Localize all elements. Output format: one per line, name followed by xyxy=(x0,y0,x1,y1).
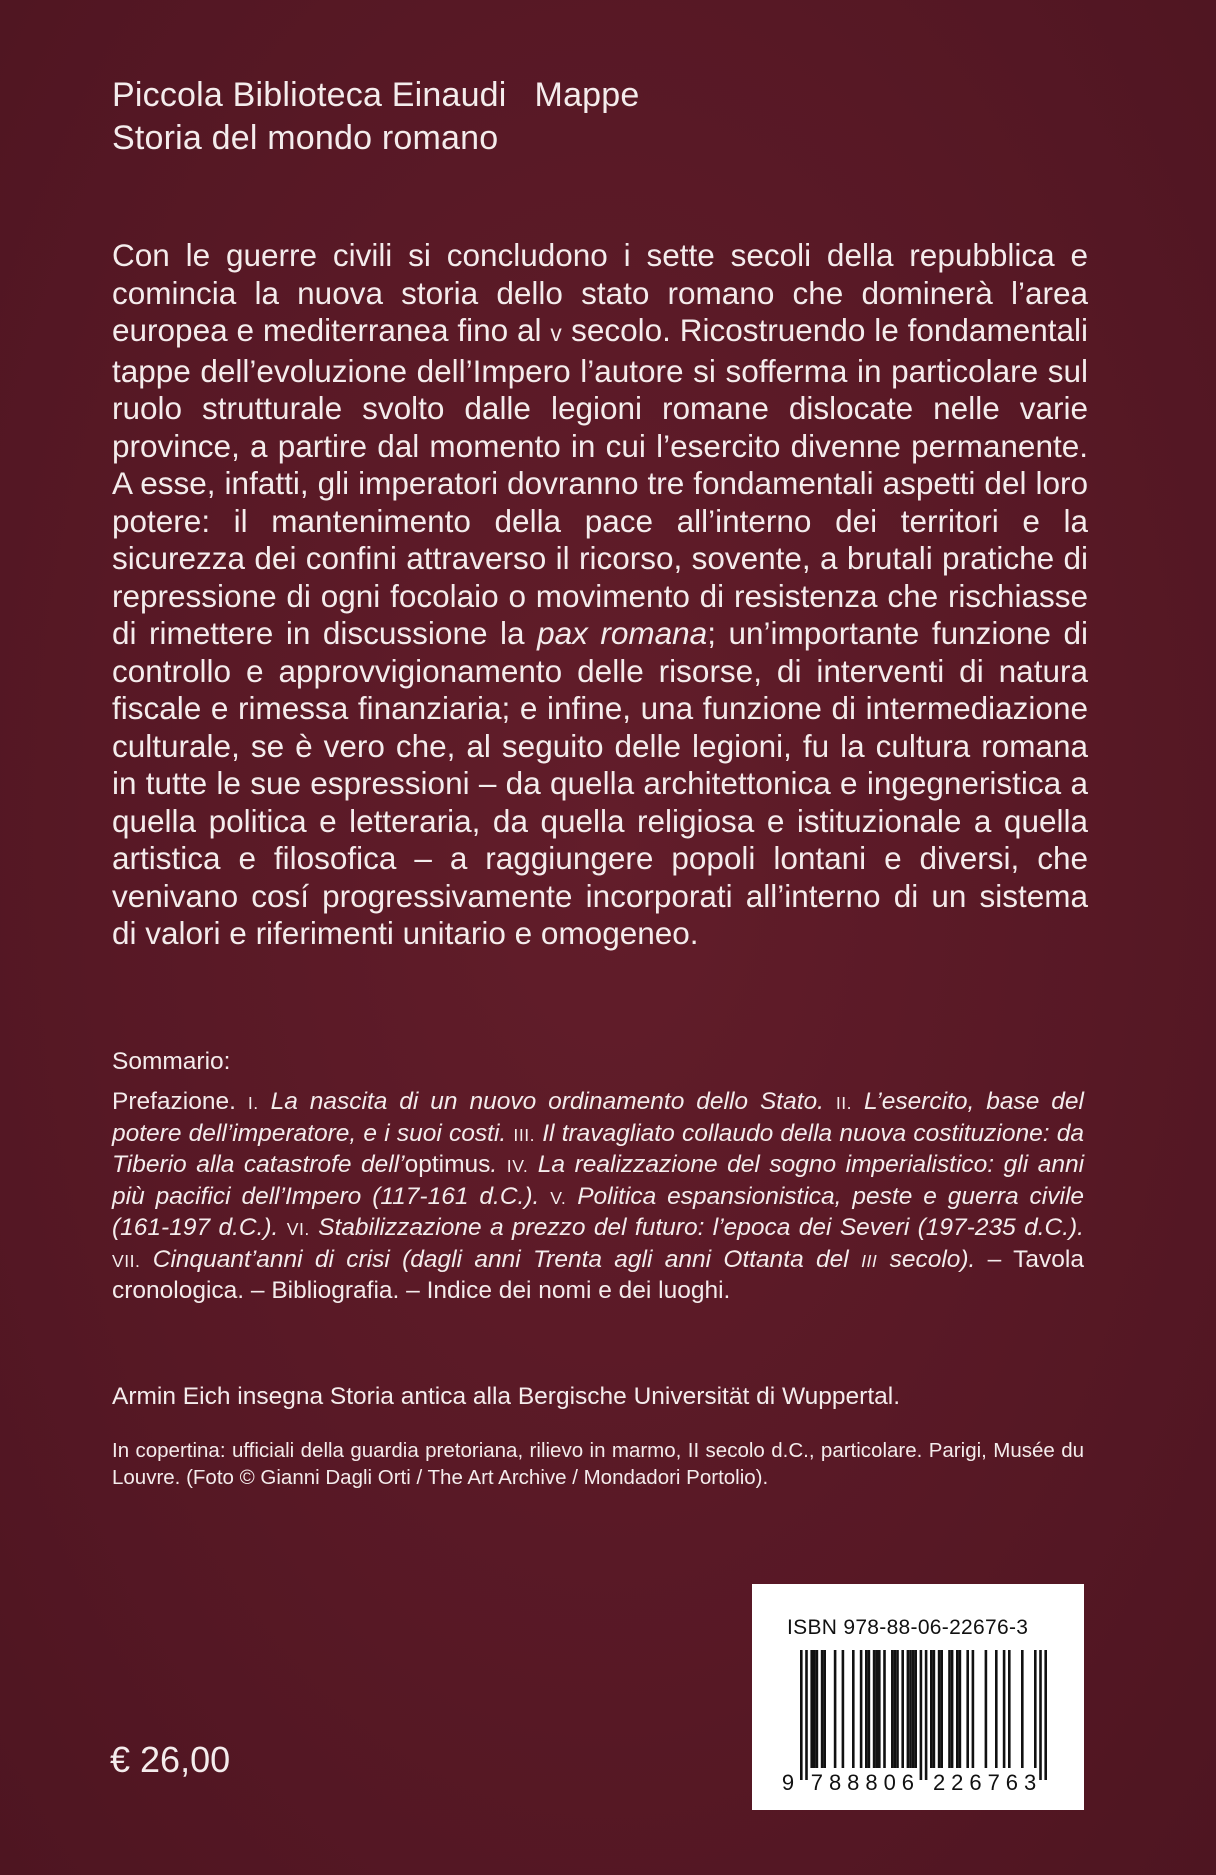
toc-heading: Sommario: xyxy=(112,1048,231,1075)
barcode-digit: 8 xyxy=(847,1770,860,1795)
chapter-title: Politica espansionistica, peste e guerra civile (161-197 d.C.). xyxy=(112,1182,1085,1241)
barcode-bar xyxy=(878,1650,881,1768)
barcode-bar xyxy=(1034,1650,1037,1768)
author-note: Armin Eich insegna Storia antica alla Bergische Universität di Wuppertal. xyxy=(112,1383,901,1410)
barcode-digit: 0 xyxy=(883,1770,896,1795)
barcode-digit: 7 xyxy=(810,1770,824,1795)
isbn-barcode-box xyxy=(752,1584,1084,1810)
barcode-bar xyxy=(966,1650,969,1768)
barcode-digit: 8 xyxy=(865,1770,878,1795)
barcode-digit: 2 xyxy=(951,1770,964,1795)
chapter-title: Il travagliato collaudo della nuova costituzione: da Tiberio alla catastrofe dell’ xyxy=(112,1119,1084,1178)
barcode-bar xyxy=(868,1650,871,1768)
price: € 26,00 xyxy=(110,1739,231,1780)
barcode-bar xyxy=(914,1650,917,1768)
series-line xyxy=(112,74,640,117)
barcode-bar xyxy=(821,1650,824,1768)
series-header xyxy=(112,74,640,160)
barcode-bar xyxy=(909,1650,912,1768)
barcode-digit: 8 xyxy=(828,1770,842,1795)
barcode-bar xyxy=(1039,1650,1042,1780)
cover-credit: In copertina: ufficiali della guardia pretoriana, rilievo in marmo, II secolo d.C., particolare. Parigi, Musée du Louvre. (Foto © Gianni Dagli Orti / The Art Archive / Mondadori Portolio). xyxy=(112,1439,1084,1489)
barcode-bar xyxy=(907,1650,910,1768)
barcode-bar xyxy=(810,1650,813,1768)
barcode-bar xyxy=(813,1650,816,1768)
chapter-title: Cinquant’anni di crisi (dagli anni Trenta agli anni Ottanta del xyxy=(152,1245,862,1273)
barcode-bar xyxy=(852,1650,855,1768)
barcode-digit: 6 xyxy=(969,1770,982,1795)
barcode-bar xyxy=(896,1650,899,1768)
barcode-digit: 2 xyxy=(932,1770,946,1795)
barcode-digit: 6 xyxy=(901,1770,915,1795)
table-of-contents: Prefazione. I. La nascita di un nuovo ordinamento dello Stato. II. L’esercito, base del potere dell’imperatore, e i suoi costi. III. Il travagliato collaudo della nuova costituzione: da Tiberio alla catastrofe dell’optimus. IV. La realizzazione del sogno imperialistico: gli anni più pacifici dell’Impero (117-161 d.C.). V. Politica espansionistica, peste e guerra civile (161-197 d.C.). VI. Stabilizzazione a prezzo del futuro: l’epoca dei Severi (197-235 d.C.). VII. Cinquant’anni di crisi (dagli anni Trenta agli anni Ottanta del III secolo). – Tavola cronologica. – Bibliografia. – Indice dei nomi e dei luoghi. xyxy=(112,1088,1085,1304)
barcode-bar xyxy=(875,1650,878,1768)
barcode-bar xyxy=(995,1650,998,1768)
barcode-bar xyxy=(894,1650,897,1768)
barcode-bar xyxy=(930,1650,933,1768)
chapter-title: La realizzazione del sogno imperialistico: gli anni più pacifici dell’Impero (117-161 d.C.). xyxy=(112,1151,1085,1210)
blurb xyxy=(112,237,1088,953)
barcode-bar xyxy=(933,1650,936,1768)
barcode-bar xyxy=(956,1650,959,1768)
barcode-bar xyxy=(938,1650,941,1768)
barcode-digit: 7 xyxy=(987,1770,1000,1795)
barcode-bar xyxy=(805,1650,808,1780)
barcode-bar xyxy=(1021,1650,1024,1768)
barcode-bar xyxy=(816,1650,819,1768)
barcode-bar xyxy=(948,1650,951,1768)
sub-collection-name: Mappe xyxy=(534,76,640,114)
barcode-bar xyxy=(823,1650,826,1768)
barcode-bar xyxy=(860,1650,863,1768)
chapter-title: Stabilizzazione a prezzo del futuro: l’epoca dei Severi (197-235 d.C.). xyxy=(318,1214,1084,1241)
barcode-graphic xyxy=(776,1648,1066,1798)
century-numeral: v xyxy=(550,320,563,346)
pax-romana: pax romana xyxy=(537,615,708,651)
barcode-bar xyxy=(891,1650,894,1768)
barcode-bar xyxy=(912,1650,915,1768)
barcode-bar xyxy=(800,1650,803,1780)
toc-tail: – Tavola cronologica. – Bibliografia. – Indice dei nomi e dei luoghi. xyxy=(112,1245,1084,1304)
isbn-label: ISBN 978-88-06-22676-3 xyxy=(787,1616,1029,1639)
barcode-bar xyxy=(920,1650,923,1780)
barcode-bar xyxy=(901,1650,904,1768)
barcode-bar xyxy=(940,1650,943,1768)
barcode-bar xyxy=(883,1650,886,1768)
barcode-bar xyxy=(865,1650,868,1768)
chapter-title: L’esercito, base del potere dell’imperatore, e i suoi costi. xyxy=(112,1088,1084,1147)
barcode-bar xyxy=(834,1650,837,1768)
collection-name: Piccola Biblioteca Einaudi xyxy=(112,76,507,114)
barcode-bar xyxy=(1003,1650,1006,1768)
barcode-bar xyxy=(1044,1650,1047,1780)
barcode-bar xyxy=(972,1650,975,1768)
barcode-digit: 6 xyxy=(1005,1770,1019,1795)
barcode-digit: 3 xyxy=(1023,1770,1037,1795)
barcode-bar xyxy=(873,1650,876,1768)
barcode-bar xyxy=(985,1650,988,1768)
chapter-title: La nascita di un nuovo ordinamento dello Stato. xyxy=(270,1088,824,1115)
barcode-bar xyxy=(951,1650,954,1768)
barcode-bar xyxy=(1008,1650,1011,1768)
barcode-bar xyxy=(959,1650,962,1768)
barcode xyxy=(776,1648,1066,1798)
barcode-bar xyxy=(842,1650,845,1768)
series-subject: Storia del mondo romano xyxy=(112,119,499,157)
barcode-bar xyxy=(925,1650,928,1780)
blurb-paragraph: Con le guerre civili si concludono i sette secoli della repubblica e comincia la nuova storia dello stato romano che dominerà l’area europea e mediterranea fino al v secolo. Ricostruendo le fondamentali tappe dell’evoluzione dell’Impero l’autore si sofferma in particolare sul ruolo strutturale svolto dalle legioni romane dislocate nelle varie province, a partire dal momento in cui l’esercito divenne permanente. A esse, infatti, gli imperatori dovranno tre fondamentali aspetti del loro potere: il mantenimento della pace all’interno dei territori e la sicurezza dei confini attraverso il ricorso, sovente, a brutali pratiche di repressione di ogni focolaio o movimento di resistenza che rischiasse di rimettere in discussione la pax romana; un’importante funzione di controllo e approvvigionamento delle risorse, di interventi di natura fiscale e rimessa finanziaria; e infine, una funzione di intermediazione culturale, se è vero che, al seguito delle legioni, fu la cultura romana in tutte le sue espressioni – da quella architettonica e ingegneristica a quella politica e letteraria, da quella religiosa e istituzionale a quella artistica e filosofica – a raggiungere popoli lontani e diversi, che venivano cosí progressivamente incorporati all’interno di un sistema di valori e riferimenti unitario e omogeneo. xyxy=(112,237,1088,951)
barcode-digit: 9 xyxy=(781,1770,795,1795)
